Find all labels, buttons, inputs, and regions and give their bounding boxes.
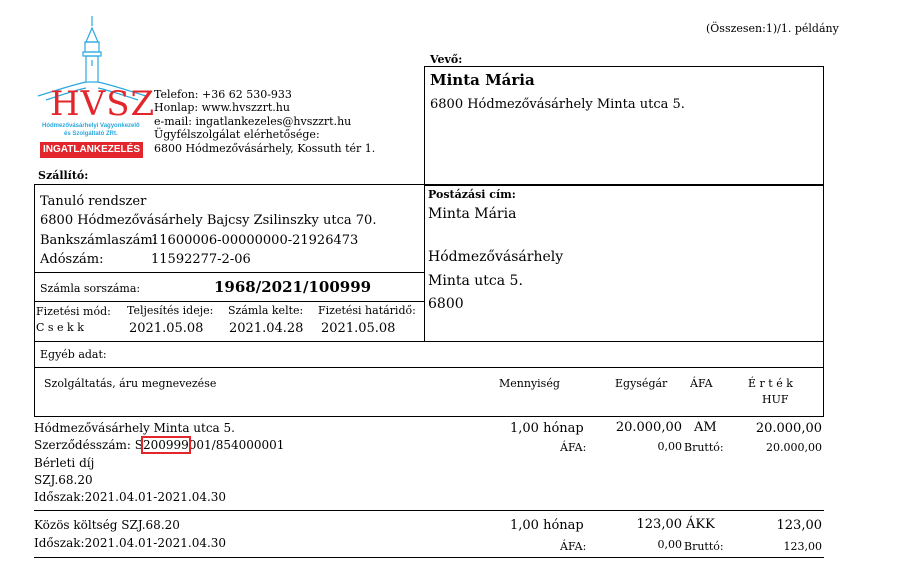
item-vat-amount: 0,00 — [657, 538, 682, 551]
bank-label: Bankszámlaszám: — [40, 233, 158, 248]
other-data-label: Egyéb adat: — [40, 348, 107, 361]
item-desc: SZJ.68.20 — [34, 473, 93, 487]
due-label: Fizetési határidő: — [318, 304, 416, 317]
other-data-box — [34, 341, 824, 368]
buyer-label: Vevő: — [430, 53, 463, 66]
header-value: É r t é k — [748, 377, 793, 390]
invoice-number-label: Számla sorszáma: — [40, 282, 141, 295]
invoice-number: 1968/2021/100999 — [214, 278, 372, 296]
item-gross-label: Bruttó: — [684, 540, 724, 553]
company-logo — [36, 14, 156, 160]
supplier-address: 6800 Hódmezővásárhely Bajcsy Zsilinszky utca 70. — [40, 213, 377, 228]
item-vat-label: ÁFA: — [560, 441, 587, 454]
divider-dates — [34, 301, 424, 302]
buyer-name: Minta Mária — [430, 71, 535, 89]
logo-letters: HVSZ — [50, 84, 156, 124]
bank-value: 11600006-00000000-21926473 — [151, 233, 359, 248]
postal-label: Postázási cím: — [428, 188, 516, 201]
item-period: Időszak:2021.04.01-2021.04.30 — [34, 490, 227, 504]
item-gross-label: Bruttó: — [684, 441, 724, 454]
divider-number — [34, 272, 424, 273]
issue-label: Számla kelte: — [228, 304, 304, 317]
logo-subtitle-1: Hódmezővásárhelyi Vagyonkezelő — [42, 123, 140, 129]
header-currency: HUF — [762, 393, 789, 406]
item-value: 20.000,00 — [755, 421, 822, 436]
tax-value: 11592277-2-06 — [151, 252, 251, 267]
service-address: 6800 Hódmezővásárhely, Kossuth tér 1. — [154, 142, 376, 155]
issue-date: 2021.04.28 — [229, 321, 304, 336]
postal-zip: 6800 — [428, 296, 464, 312]
row-divider — [34, 510, 824, 511]
item-vat-label: ÁFA: — [560, 540, 587, 553]
company-email: e-mail: ingatlankezeles@hvszzrt.hu — [154, 115, 352, 128]
table-header — [34, 367, 824, 417]
company-web: Honlap: www.hvszzrt.hu — [154, 101, 290, 114]
due-date: 2021.05.08 — [321, 321, 396, 336]
item-unit-price: 123,00 — [636, 517, 682, 532]
postal-name: Minta Mária — [428, 206, 517, 222]
item-desc: Közös költség SZJ.68.20 — [34, 518, 180, 532]
payment-method-label: Fizetési mód: — [36, 305, 111, 318]
payment-method: C s e k k — [36, 321, 84, 334]
item-quantity: 1,00 hónap — [510, 421, 584, 436]
item-quantity: 1,00 hónap — [510, 518, 584, 533]
item-gross: 123,00 — [783, 540, 822, 553]
item-desc: Bérleti díj — [34, 456, 95, 470]
postal-city: Hódmezővásárhely — [428, 249, 564, 265]
logo-subtitle-2: és Szolgáltató ZRt. — [64, 131, 118, 137]
supplier-label: Szállító: — [38, 169, 89, 182]
item-value: 123,00 — [776, 518, 822, 533]
copy-label: (Összesen:1)/1. példány — [706, 22, 839, 35]
item-unit-price: 20.000,00 — [615, 420, 682, 435]
performance-date: 2021.05.08 — [129, 321, 204, 336]
header-quantity: Mennyiség — [499, 377, 560, 390]
item-vat-amount: 0,00 — [657, 440, 682, 453]
header-service: Szolgáltatás, áru megnevezése — [44, 377, 217, 390]
performance-label: Teljesítés ideje: — [127, 304, 214, 317]
contract-prefix: Szerződésszám: S — [34, 438, 143, 452]
header-unit-price: Egységár — [615, 377, 668, 390]
company-phone: Telefon: +36 62 530-933 — [154, 88, 292, 101]
item-vat-code: ÁKK — [686, 517, 715, 532]
logo-banner: INGATLANKEZELÉS — [40, 142, 143, 158]
postal-street: Minta utca 5. — [428, 273, 523, 289]
contract-suffix: 001/854000001 — [188, 438, 285, 452]
item-vat-code: AM — [694, 420, 717, 435]
item-contract — [34, 438, 284, 452]
item-gross: 20.000,00 — [766, 441, 822, 454]
tax-label: Adószám: — [40, 252, 104, 267]
service-label: Ügyfélszolgálat elérhetősége: — [154, 128, 320, 141]
buyer-address: 6800 Hódmezővásárhely Minta utca 5. — [430, 97, 685, 112]
divider-vertical — [424, 184, 425, 342]
contract-highlight: 200999 — [142, 438, 189, 452]
item-desc: Hódmezővásárhely Minta utca 5. — [34, 421, 235, 435]
supplier-name: Tanuló rendszer — [40, 194, 147, 209]
header-vat: ÁFA — [690, 377, 713, 390]
row-divider — [34, 557, 824, 558]
item-period: Időszak:2021.04.01-2021.04.30 — [34, 536, 227, 550]
